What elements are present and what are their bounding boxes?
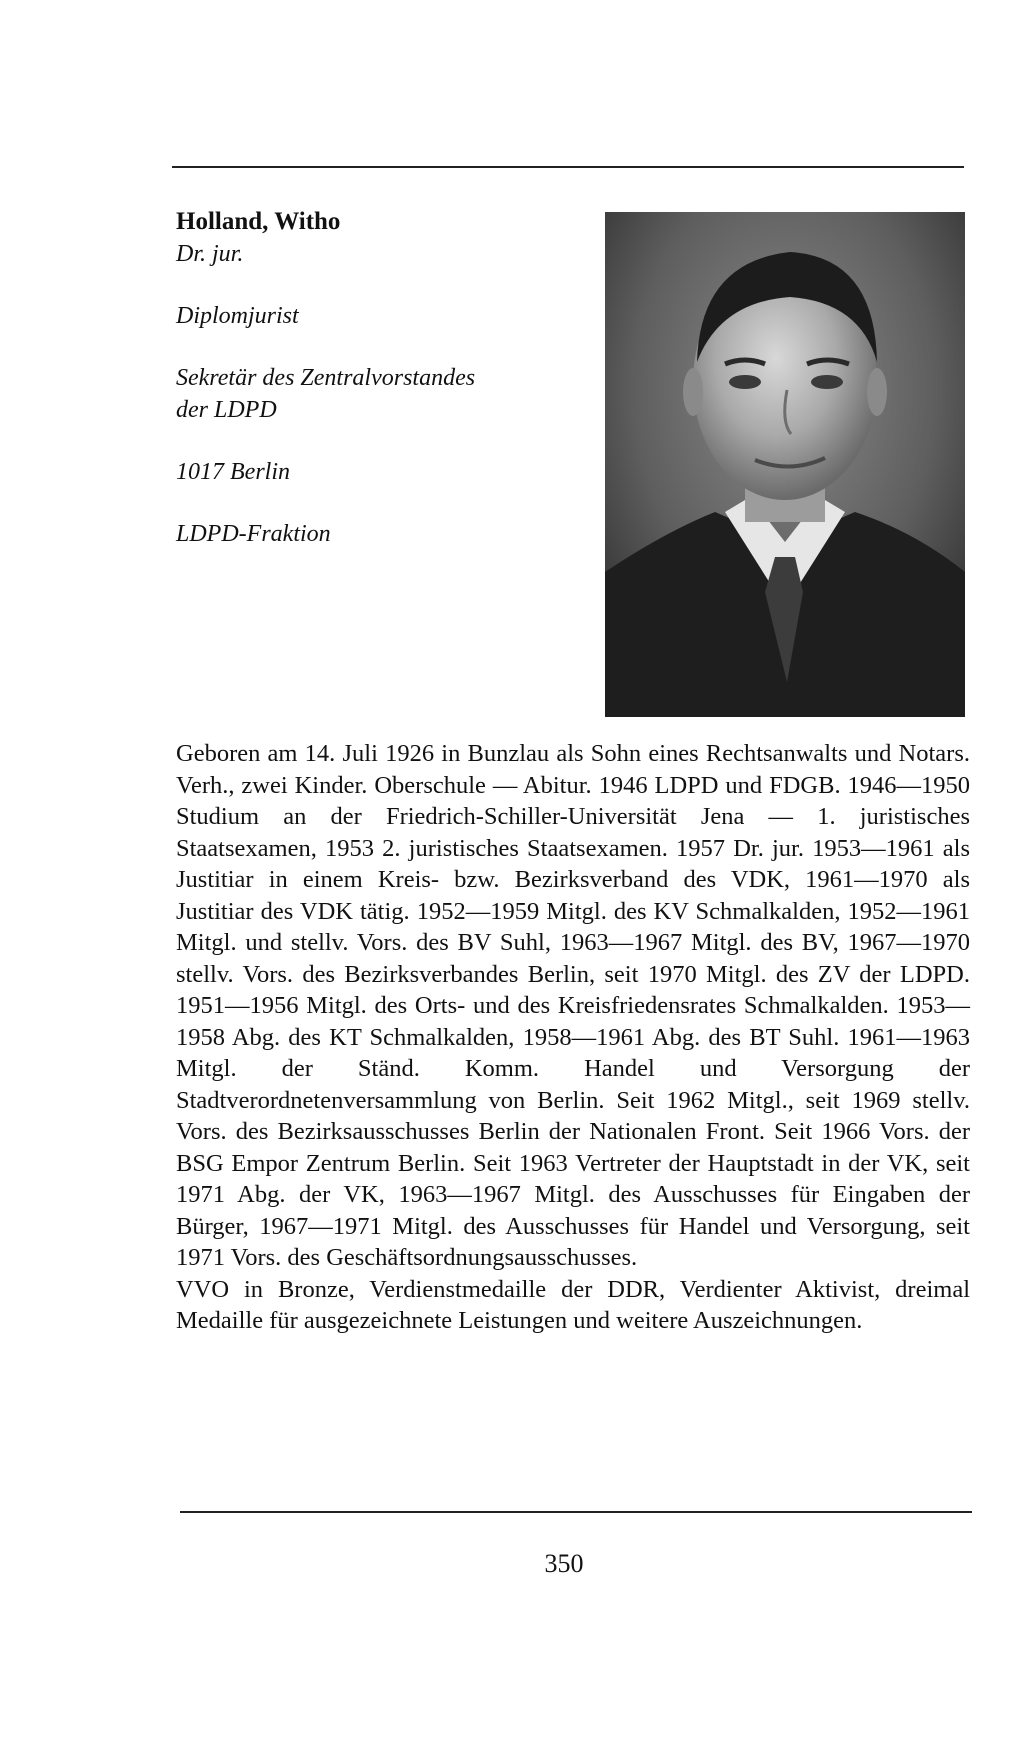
bottom-rule bbox=[180, 1511, 972, 1513]
biography-paragraph: Geboren am 14. Juli 1926 in Bunzlau als Sohn eines Rechtsanwalts und Notars. Verh., zwei Kinder. Oberschule — Abitur. 1946 LDPD und FDGB. 1946—1950 Studium an der Friedrich-Schiller-Universität Jena — 1. juristisches Staatsexamen, 1953 2. juristisches Staatsexamen. 1957 Dr. jur. 1953—1961 als Justitiar in einem Kreis- bzw. Bezirksverband des VDK, 1961—1970 als Justitiar des VDK tätig. 1952—1959 Mitgl. des KV Schmalkalden, 1952—1961 Mitgl. und stellv. Vors. des BV Suhl, 1963—1967 Mitgl. des BV, 1967—1970 stellv. Vors. des Bezirksverbandes Berlin, seit 1970 Mitgl. des ZV der LDPD. 1951—1956 Mitgl. des Orts- und des Kreisfriedensrates Schmalkalden. 1953—1958 Abg. des KT Schmalkalden, 1958—1961 Abg. des BT Suhl. 1961—1963 Mitgl. der Ständ. Komm. Handel und Versorgung der Stadtverordnetenversammlung von Berlin. Seit 1962 Mitgl., seit 1969 stellv. Vors. des Bezirksausschusses Berlin der Nationalen Front. Seit 1966 Vors. der BSG Empor Zentrum Berlin. Seit 1963 Vertreter der Hauptstadt in der VK, seit 1971 Abg. der VK, 1963—1967 Mitgl. des Ausschusses für Eingaben der Bürger, 1967—1971 Mitgl. des Ausschusses für Handel und Versorgung, seit 1971 Vors. des Geschäftsordnungsausschusses. bbox=[176, 740, 970, 1271]
position-line-1: Sekretär des Zentralvorstandes bbox=[176, 365, 476, 391]
address: 1017 Berlin bbox=[176, 459, 290, 485]
academic-degree: Dr. jur. bbox=[176, 241, 244, 267]
portrait-photo bbox=[605, 212, 965, 717]
faction: LDPD-Fraktion bbox=[176, 521, 331, 547]
entry-header bbox=[176, 206, 596, 550]
awards-paragraph: VVO in Bronze, Verdienstmedaille der DDR, Verdienter Aktivist, dreimal Medaille für ausgezeichnete Leistungen und weitere Auszeichnungen. bbox=[176, 1275, 970, 1334]
top-rule bbox=[172, 166, 964, 168]
person-name: Holland, Witho bbox=[176, 208, 341, 235]
profession: Diplomjurist bbox=[176, 303, 299, 329]
position-line-2: der LDPD bbox=[176, 397, 277, 423]
biography bbox=[176, 738, 970, 1337]
page-number: 350 bbox=[544, 1549, 584, 1578]
